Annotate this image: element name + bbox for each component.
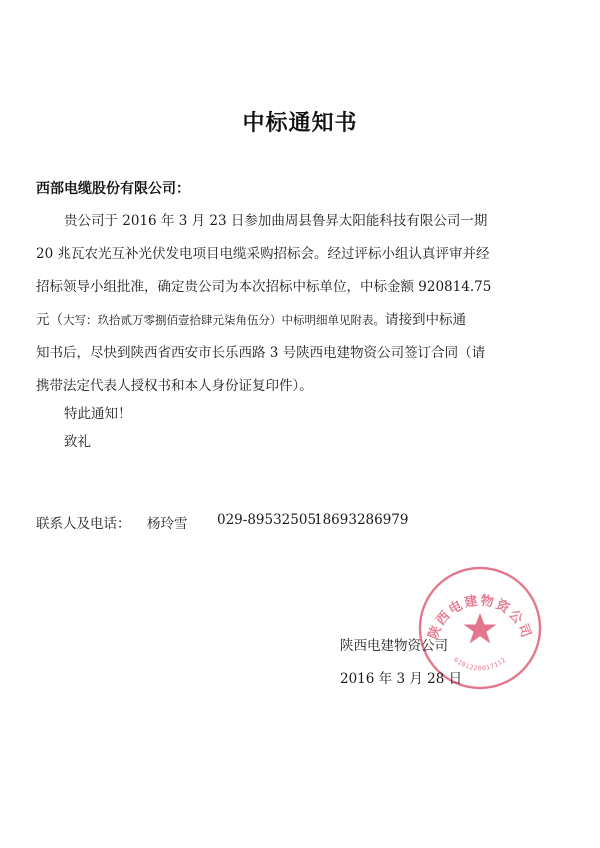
contact-phone-landline: 029-89532505 bbox=[217, 512, 317, 528]
contact-name: 杨玲雪 bbox=[147, 516, 188, 532]
closing-notice: 特此通知！ bbox=[64, 406, 132, 422]
closing-regards: 致礼 bbox=[64, 434, 91, 450]
signer-name: 陕西电建物资公司 bbox=[340, 638, 448, 654]
addressee: 西部电缆股份有限公司： bbox=[36, 181, 190, 197]
body-line-5: 知书后，尽快到陕西省西安市长乐西路 3 号陕西电建物资公司签订合同（请 bbox=[36, 345, 486, 361]
seal-star-icon bbox=[464, 613, 497, 644]
body-line-4-suffix: 请接到中标通 bbox=[385, 312, 466, 328]
body-line-3: 招标领导小组批准，确定贵公司为本次招标中标单位，中标金额 920814.75 bbox=[36, 279, 492, 295]
amount-in-words: 大写：玖拾贰万零捌佰壹拾肆元柒角伍分）中标明细单见附表。 bbox=[63, 313, 385, 327]
body-line-4-prefix: 元（ bbox=[36, 312, 63, 328]
body-line-4 bbox=[36, 308, 466, 328]
page-title: 中标通知书 bbox=[242, 111, 358, 136]
seal-text-arc: 陕西电建物资公司 bbox=[426, 593, 534, 642]
sign-date: 2016 年 3 月 28 日 bbox=[340, 671, 463, 687]
contact-label: 联系人及电话： bbox=[36, 516, 131, 532]
body-line-6: 携带法定代表人授权书和本人身份证复印件）。 bbox=[36, 378, 313, 394]
body-line-1: 贵公司于 2016 年 3 月 23 日参加曲周县鲁昇太阳能科技有限公司一期 bbox=[64, 213, 488, 229]
body-line-2: 20 兆瓦农光互补光伏发电项目电缆采购招标会。经过评标小组认真评审并经 bbox=[36, 246, 490, 262]
contact-phone-mobile: 18693286979 bbox=[314, 512, 409, 528]
seal-number-arc: 6101220017112 bbox=[452, 655, 508, 673]
